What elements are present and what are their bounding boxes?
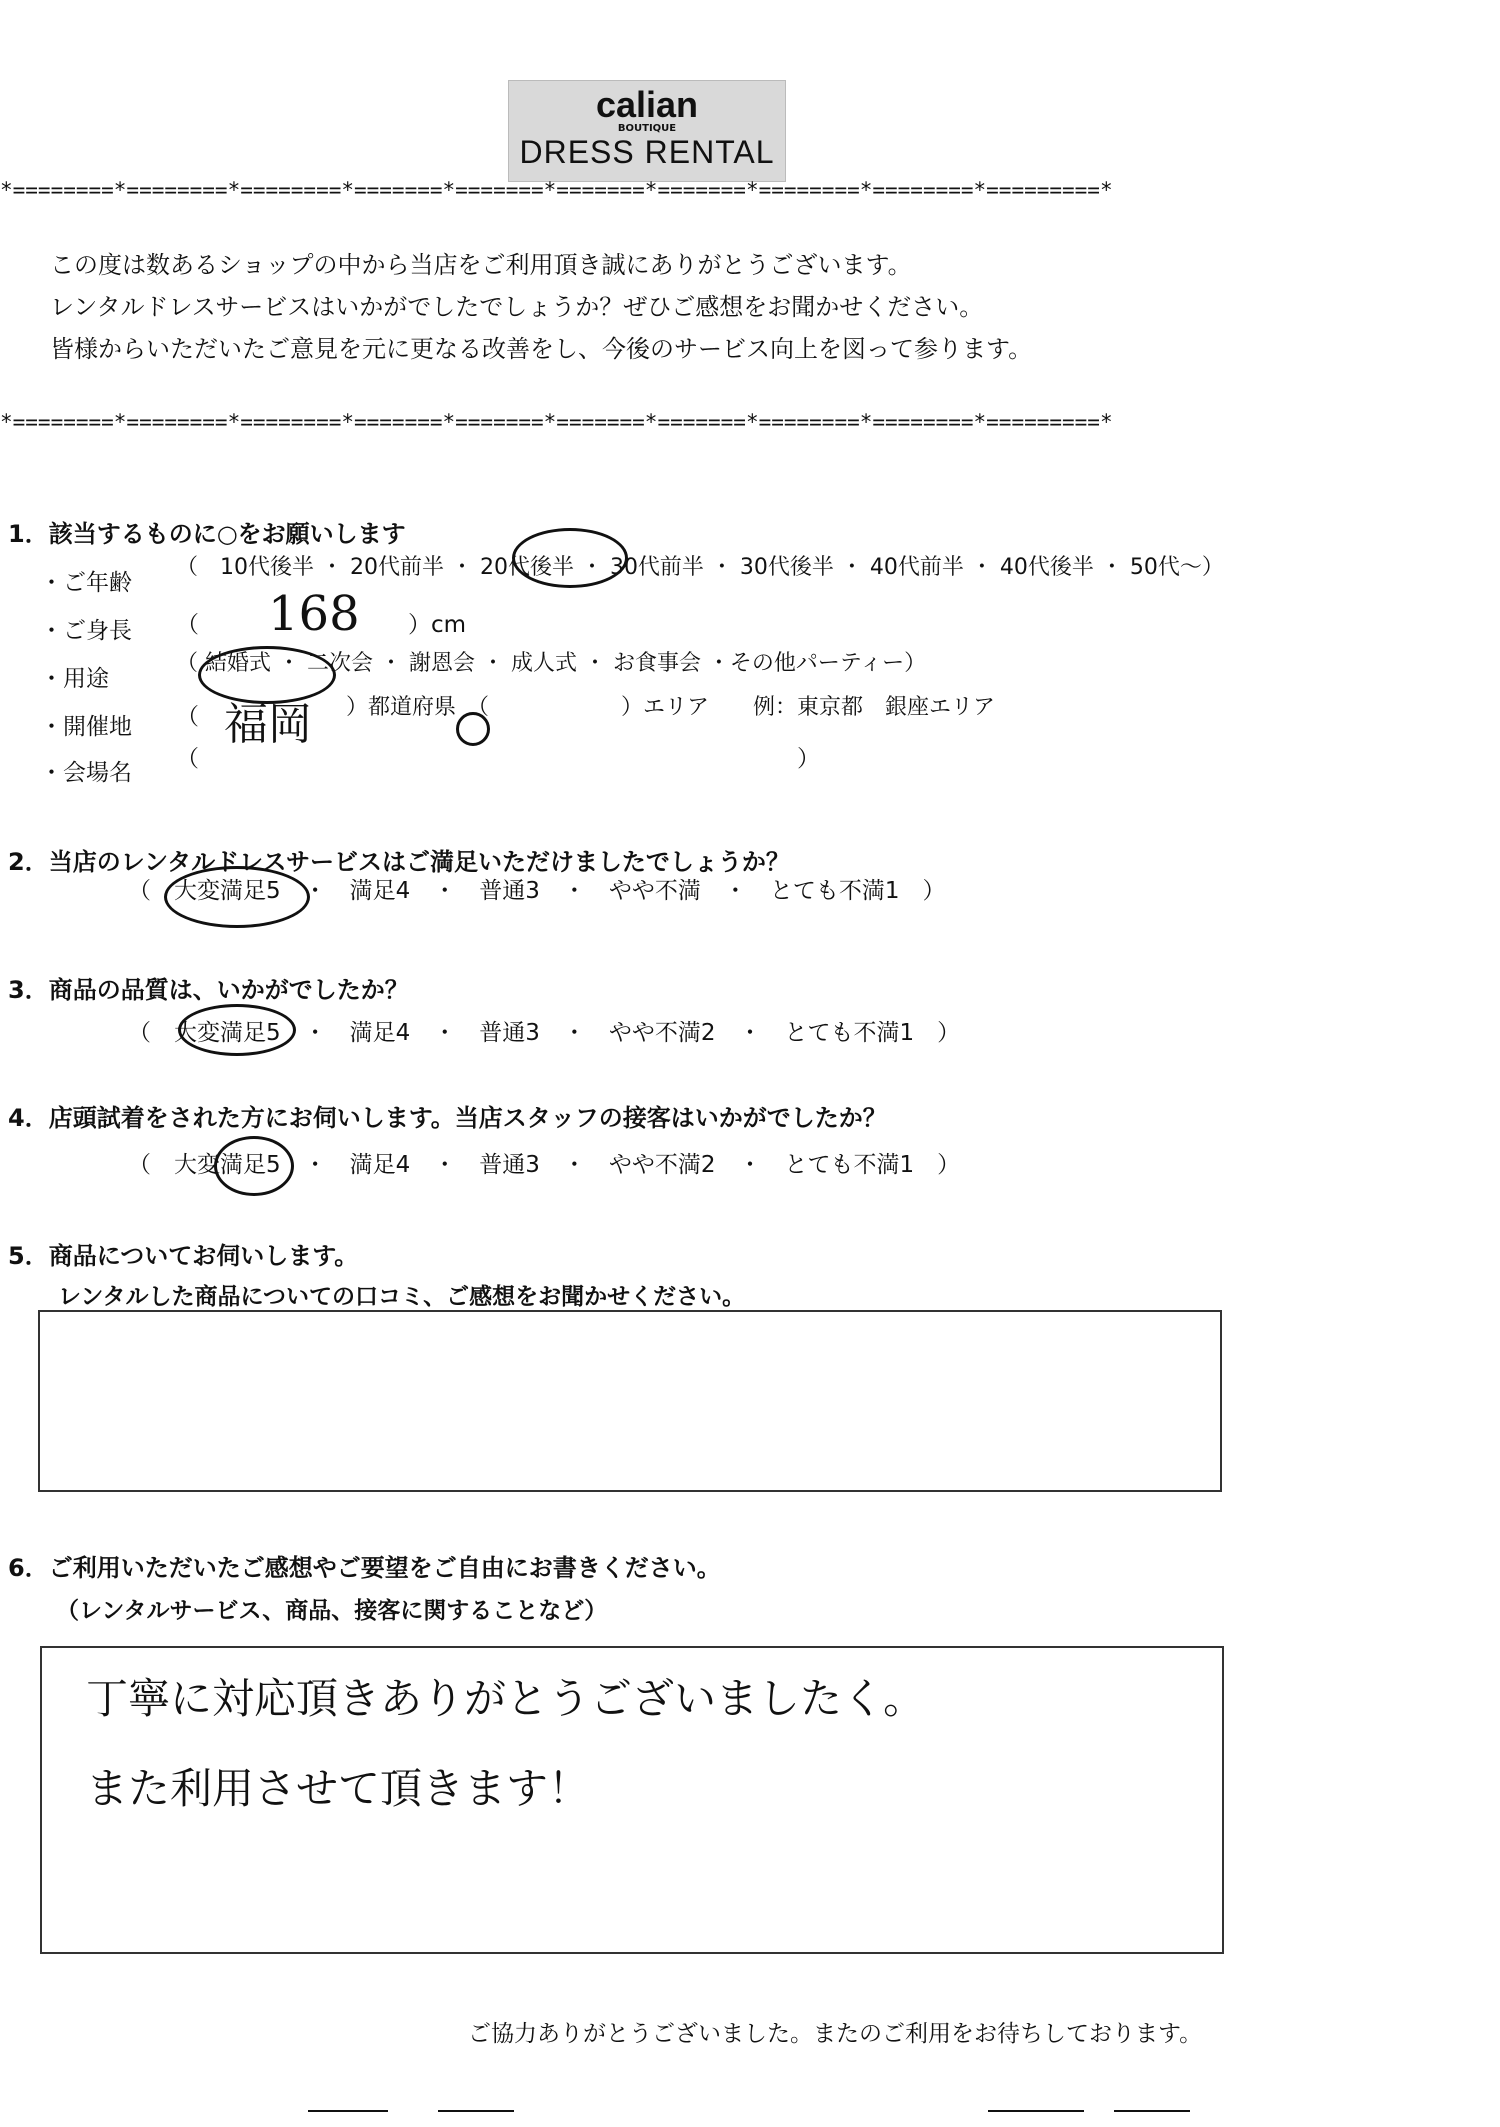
q6-title: 6．ご利用いただいたご感想やご要望をご自由にお書きください。 xyxy=(8,1554,721,1582)
scan-mark xyxy=(988,2110,1084,2112)
venue-name-field: （ ） xyxy=(176,746,820,772)
age-options: （ 10代後半 ・ 20代前半 ・ 20代後半 ・ 30代前半 ・ 30代後半 ・ 40代前半 ・ 40代後半 ・ 50代～） xyxy=(176,555,1224,580)
purpose-options: （ 結婚式 ・ 二次会 ・ 謝恩会 ・ 成人式 ・ お食事会 ・その他パーティー） xyxy=(176,651,927,676)
q2-title: 2．当店のレンタルドレスサービスはご満足いただけましたでしょうか？ xyxy=(8,848,790,876)
footer-thanks: ご協力ありがとうございました。またのご利用をお待ちしております。 xyxy=(468,2021,1203,2047)
intro-line: レンタルドレスサービスはいかがでしたでしょうか？ぜひご感想をお聞かせください。 xyxy=(50,293,984,321)
q5-prompt: レンタルした商品についての口コミ、ご感想をお聞かせください。 xyxy=(58,1284,746,1310)
q3-options: （ 大変満足5 ・ 満足4 ・ 普通3 ・ やや不満2 ・ とても不満1 ） xyxy=(128,1020,961,1046)
q6-prompt: （レンタルサービス、商品、接客に関することなど） xyxy=(56,1598,608,1624)
q1-title: 1．該当するものに○をお願いします xyxy=(8,520,406,548)
scan-mark xyxy=(438,2110,514,2112)
q6-answer-box[interactable] xyxy=(40,1646,1224,1954)
venue-prefecture: 福岡 xyxy=(224,699,312,750)
venue-label: ・開催地 xyxy=(40,714,132,740)
logo xyxy=(508,80,786,182)
age-selected-circle xyxy=(512,528,628,588)
venue-name-label: ・会場名 xyxy=(40,760,132,786)
divider-bottom: *========*========*========*=======*=======*=======*=======*========*========*=========* xyxy=(0,410,1113,434)
intro-text xyxy=(50,244,1032,370)
height-value: 168 xyxy=(268,586,360,642)
venue-area-text: ）都道府県 （ ）エリア 例：東京都 銀座エリア xyxy=(346,695,996,720)
age-label: ・ご年齢 xyxy=(40,570,132,596)
q6-answer-line: 丁寧に対応頂きありがとうございましたく。 xyxy=(86,1674,926,1723)
q3-title: 3．商品の品質は、いかがでしたか？ xyxy=(8,976,409,1004)
purpose-label: ・用途 xyxy=(40,666,109,692)
q2-selected-circle xyxy=(164,866,310,928)
height-unit: ）cm xyxy=(408,612,467,638)
venue-open: （ xyxy=(176,704,199,730)
logo-sub: BOUTIQUE xyxy=(617,123,677,134)
q2-options: （ 大変満足5 ・ 満足4 ・ 普通3 ・ やや不満 ・ とても不満1 ） xyxy=(128,878,946,904)
q4-title: 4．店頭試着をされた方にお伺いします。当店スタッフの接客はいかがでしたか？ xyxy=(8,1104,887,1132)
q4-selected-circle xyxy=(214,1136,294,1196)
logo-brand: calian xyxy=(595,84,699,125)
scan-mark xyxy=(1114,2110,1190,2112)
intro-line: 皆様からいただいたご意見を元に更なる改善をし、今後のサービス向上を図って参ります。 xyxy=(50,335,1033,363)
q5-answer-box[interactable] xyxy=(38,1310,1222,1492)
height-label: ・ご身長 xyxy=(40,618,132,644)
scan-mark xyxy=(308,2110,388,2112)
intro-line: この度は数あるショップの中から当店をご利用頂き誠にありがとうございます。 xyxy=(50,251,912,279)
q6-answer-line: また利用させて頂きます！ xyxy=(86,1764,591,1813)
logo-service: DRESS RENTAL xyxy=(519,134,775,170)
q4-options: （ 大変満足5 ・ 満足4 ・ 普通3 ・ やや不満2 ・ とても不満1 ） xyxy=(128,1152,961,1178)
q3-selected-circle xyxy=(178,1004,296,1056)
height-open: （ xyxy=(176,612,199,638)
divider-top: *========*========*========*=======*=======*=======*=======*========*========*=========* xyxy=(0,178,1113,202)
q5-title: 5．商品についてお伺いします。 xyxy=(8,1242,359,1270)
